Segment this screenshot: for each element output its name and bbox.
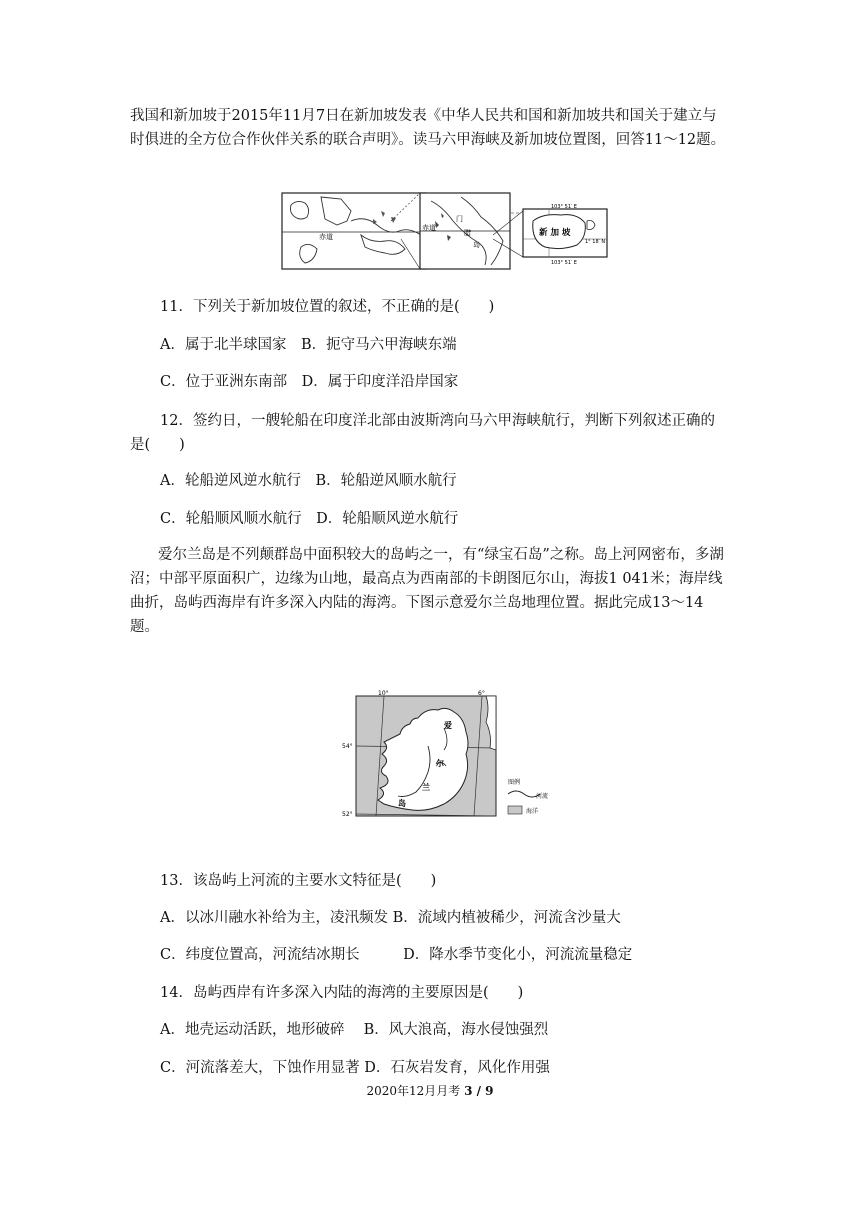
q11-stem: 11．下列关于新加坡位置的叙述，不正确的是( ): [160, 299, 495, 315]
ireland-lat-54: 54°: [342, 743, 353, 750]
page-footer: [0, 1082, 860, 1099]
ireland-map: [340, 688, 560, 832]
singapore-label: 新 加 坡: [539, 228, 571, 238]
map1-equator-label-a: 赤道: [319, 233, 333, 241]
map1-lat-right: 1° 18′ N: [585, 239, 606, 245]
ireland-lat-52: 52°: [342, 811, 353, 818]
legend-title: 图例: [508, 779, 521, 786]
ireland-char-dao: 岛: [398, 799, 406, 808]
map1-strait-char-1: 门: [456, 215, 463, 223]
legend-ocean: 海洋: [526, 808, 539, 815]
footer-exam-label: 2020年12月月考: [366, 1084, 461, 1098]
q14-stem: 14．岛屿西岸有许多深入内陆的海湾的主要原因是( ): [160, 985, 524, 1001]
map1-equator-label-b: 赤道: [422, 224, 436, 232]
q12-stem-line1: 12．签约日，一艘轮船在印度洋北部由波斯湾向马六甲海峡航行，判断下列叙述正确的: [160, 413, 715, 429]
malacca-singapore-map: [281, 191, 611, 275]
ireland-char-ai: 爱: [444, 721, 452, 730]
map1-strait-char-2: 腊: [464, 229, 471, 237]
q12-options-cd: C．轮船顺风顺水航行 D．轮船顺风逆水航行: [160, 511, 459, 527]
q13-options-ab: A．以冰川融水补给为主，凌汛频发 B．流域内植被稀少，河流含沙量大: [160, 910, 621, 926]
q14-options-cd: C．河流落差大，下蚀作用显著 D．石灰岩发育，风化作用强: [160, 1060, 550, 1076]
q12-stem-line2: 是( ): [130, 437, 185, 453]
map1-lon-top: 103° 51′ E: [551, 204, 577, 210]
legend-river: 河流: [536, 793, 549, 800]
ireland-lon-6: 6°: [478, 690, 485, 697]
map1-lon-bottom: 103° 51′ E: [551, 260, 577, 266]
ireland-char-lan: 兰: [422, 783, 430, 792]
q11-options-cd: C．位于亚洲东南部 D．属于印度洋沿岸国家: [160, 374, 459, 390]
page-number: 3 / 9: [464, 1084, 494, 1098]
q13-options-cd: C．纬度位置高，河流结冰期长 D．降水季节变化小，河流流量稳定: [160, 947, 633, 963]
intro-paragraph-2: 爱尔兰岛是不列颠群岛中面积较大的岛屿之一，有“绿宝石岛”之称。岛上河网密布，多湖沼；中部平原面积广，边缘为山地，最高点为西南部的卡朗图厄尔山，海拔1 041米；海岸线曲折，岛屿西海岸有许多深入内陆的海湾。下图示意爱尔兰岛地理位置。据此完成13～14题。: [130, 547, 724, 635]
q13-stem: 13．该岛屿上河流的主要水文特征是( ): [160, 873, 437, 889]
ireland-lon-10: 10°: [378, 690, 389, 697]
intro-paragraph-1: 我国和新加坡于2015年11月7日在新加坡发表《中华人民共和国和新加坡共和国关于建立与时俱进的全方位合作伙伴关系的联合声明》。读马六甲海峡及新加坡位置图，回答11～12题。: [130, 108, 726, 148]
legend-ocean-swatch: [508, 806, 522, 814]
ireland-char-er: 尔: [436, 759, 444, 768]
q11-options-ab: A．属于北半球国家 B．扼守马六甲海峡东端: [160, 337, 457, 353]
q12-options-ab: A．轮船逆风逆水航行 B．轮船逆风顺水航行: [160, 473, 457, 489]
map1-strait-char-3: 岛: [473, 241, 480, 249]
q14-options-ab: A．地壳运动活跃，地形破碎 B．风大浪高，海水侵蚀强烈: [160, 1022, 549, 1038]
